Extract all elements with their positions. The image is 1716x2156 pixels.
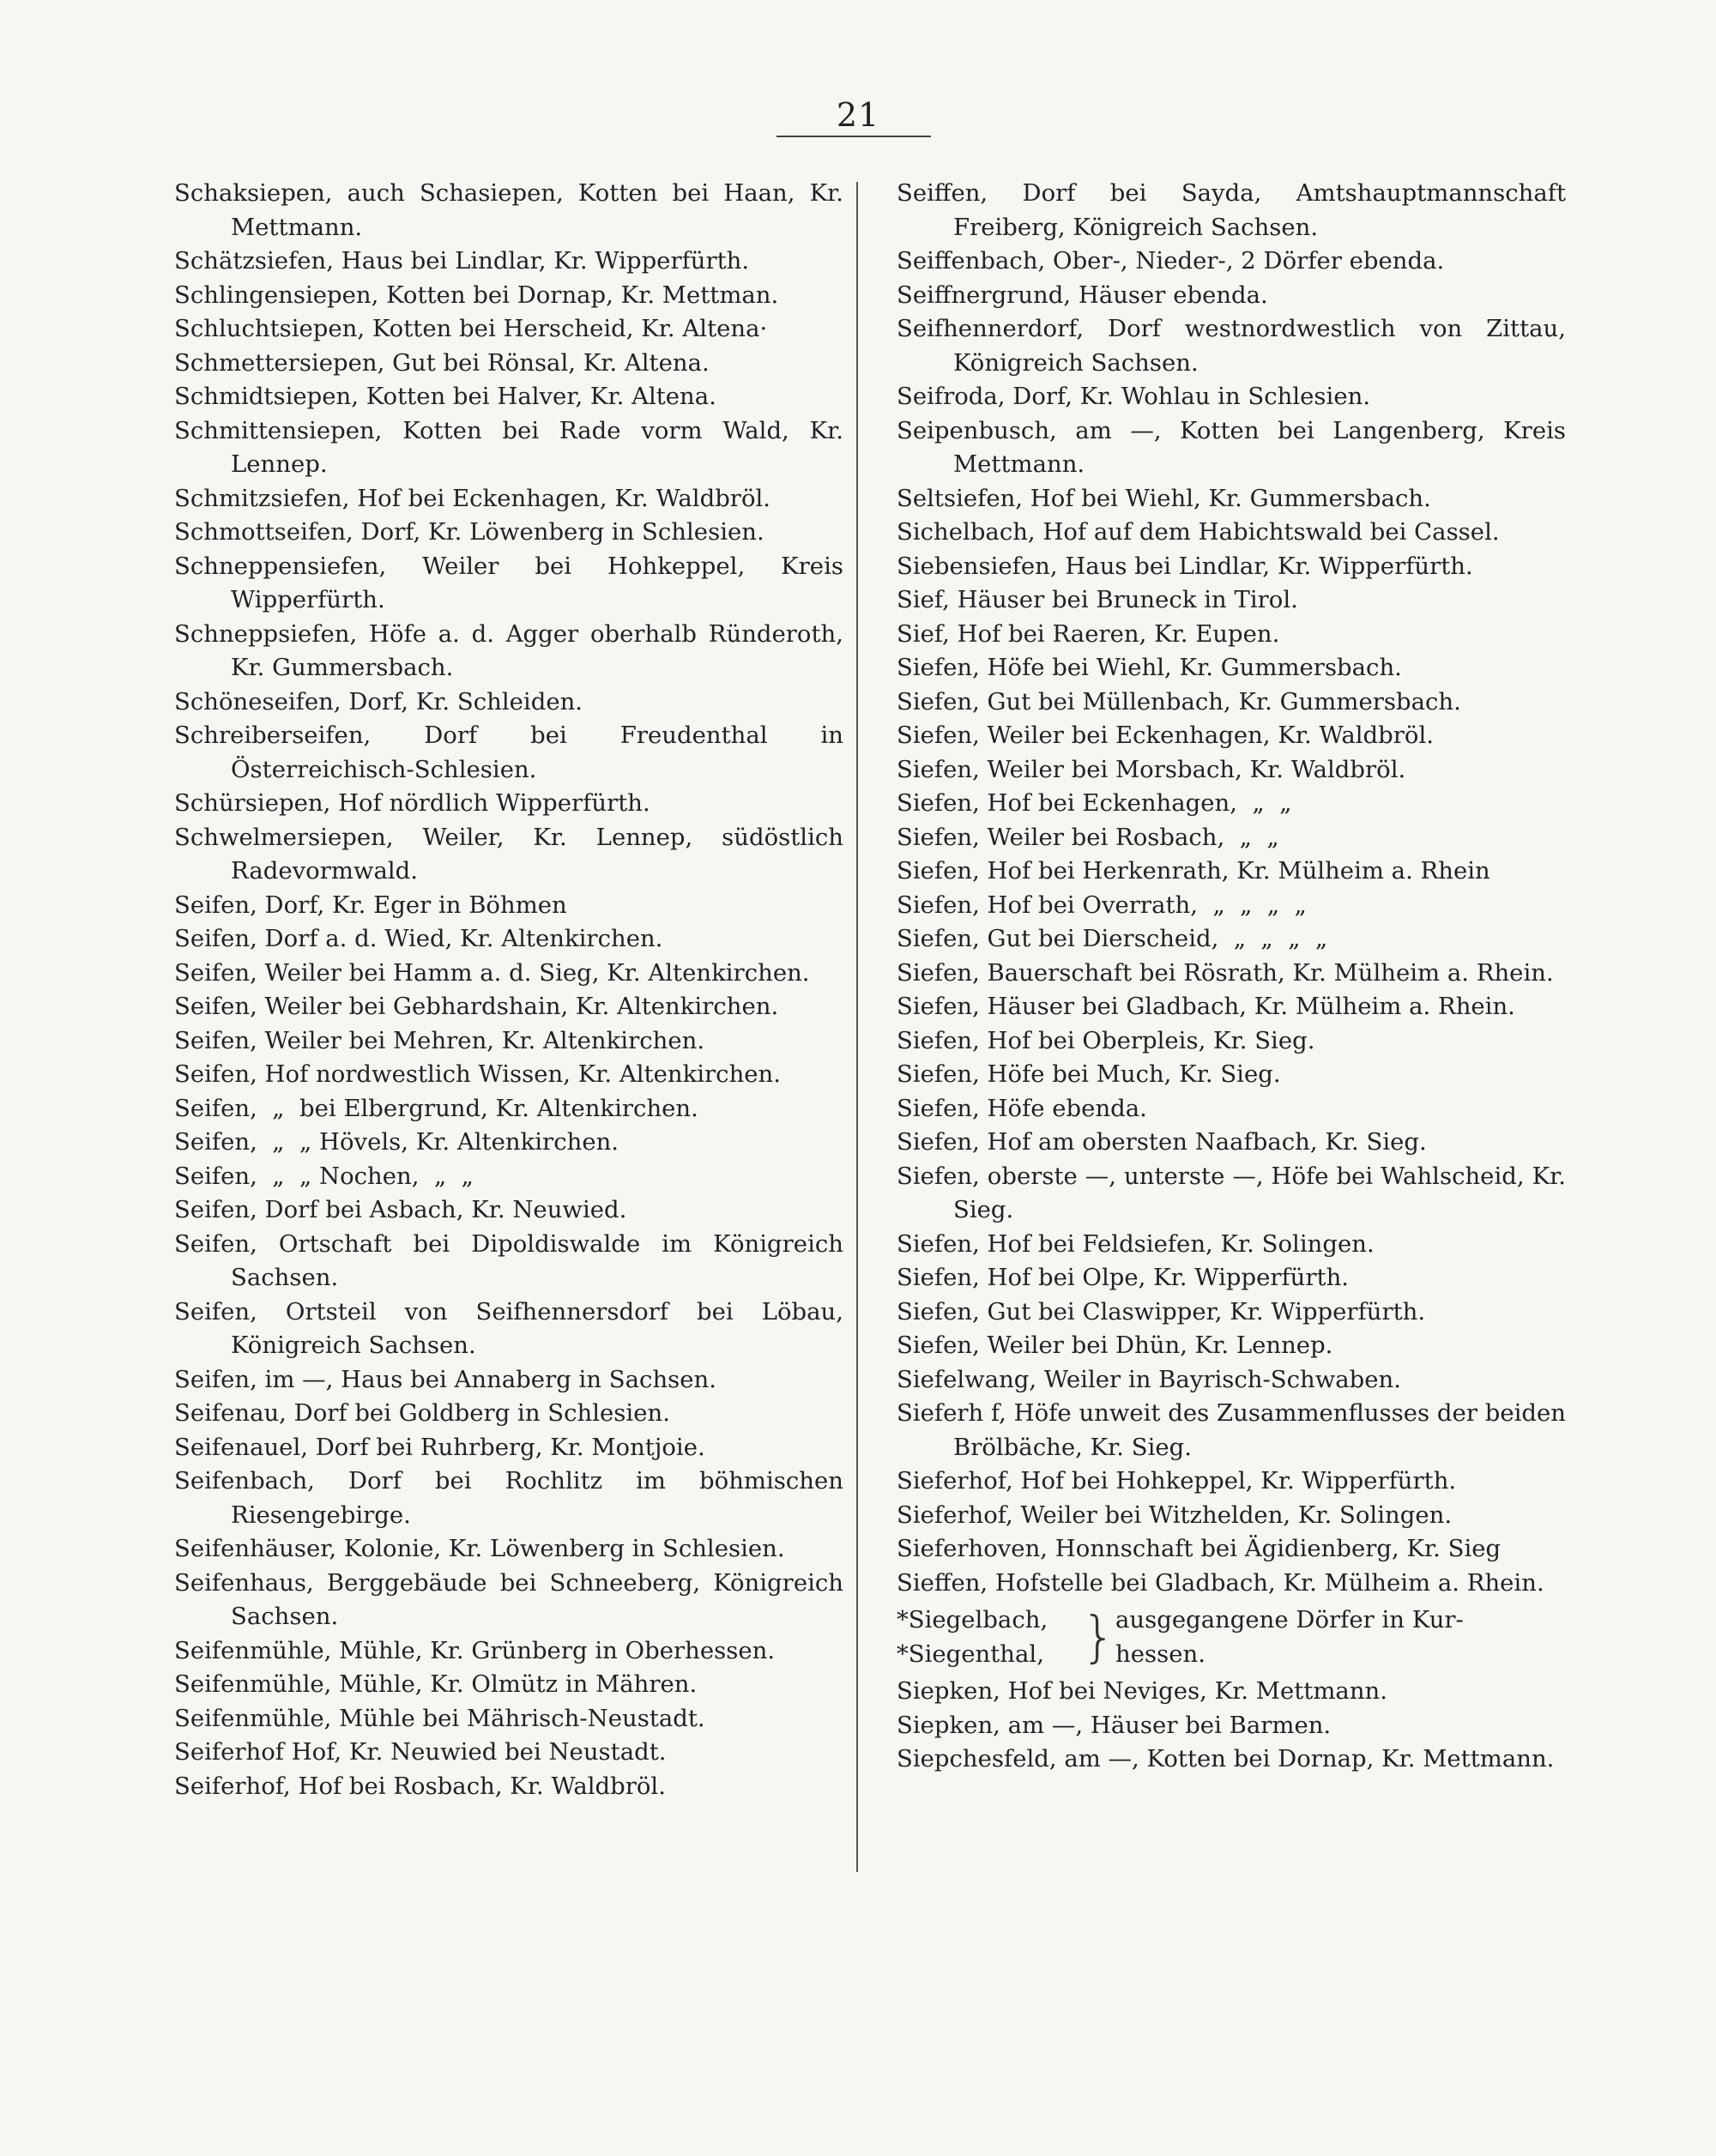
brace-glyph: }	[1081, 1605, 1116, 1670]
gazetteer-entry: Seifen, Hof nordwestlich Wissen, Kr. Altenkirchen.	[174, 1060, 782, 1088]
gazetteer-entry: Seiferhof, Hof bei Rosbach, Kr. Waldbröl.	[174, 1772, 666, 1800]
gazetteer-entry: Seifenau, Dorf bei Goldberg in Schlesien.	[174, 1399, 670, 1427]
gazetteer-entry: Seiffenbach, Ober-, Nieder-, 2 Dörfer ebenda.	[897, 247, 1445, 275]
gazetteer-entry: Sieferh f, Höfe unweit des Zusammenflusses der beiden Brölbäche, Kr. Sieg.	[897, 1399, 1574, 1461]
gazetteer-entry: Siebensiefen, Haus bei Lindlar, Kr. Wipperfürth.	[897, 552, 1473, 580]
gazetteer-entry: Schreiberseifen, Dorf bei Freudenthal in Österreichisch-Schlesien.	[174, 722, 851, 783]
gazetteer-entry: Seifen, Ortsteil von Seifhennersdorf bei Löbau, Königreich Sachsen.	[174, 1297, 851, 1359]
gazetteer-entry: Seipenbusch, am —, Kotten bei Langenberg, Kreis Mettmann.	[897, 416, 1574, 478]
gazetteer-entry: Sichelbach, Hof auf dem Habichtswald bei Cassel.	[897, 518, 1500, 546]
gazetteer-entry: Siefen, Höfe ebenda.	[897, 1094, 1147, 1122]
gazetteer-entry: Seifhennerdorf, Dorf westnordwestlich von Zittau, Königreich Sachsen.	[897, 315, 1574, 377]
gazetteer-entry: Siefen, Hof bei Eckenhagen, „ „	[897, 789, 1292, 817]
gazetteer-entry: Schmottseifen, Dorf, Kr. Löwenberg in Schlesien.	[174, 518, 764, 546]
gazetteer-entry: Siefen, Häuser bei Gladbach, Kr. Mülheim a. Rhein.	[897, 993, 1515, 1020]
gazetteer-entry: Sieffen, Hofstelle bei Gladbach, Kr. Mülheim a. Rhein.	[897, 1568, 1544, 1597]
page-number-rule	[776, 136, 931, 137]
gazetteer-entry: Siefen, Hof bei Oberpleis, Kr. Sieg.	[897, 1026, 1315, 1054]
right-column-tail	[897, 1675, 1566, 1777]
gazetteer-entry: Seiffnergrund, Häuser ebenda.	[897, 281, 1268, 309]
gazetteer-entry: Seifen, Weiler bei Hamm a. d. Sieg, Kr. Altenkirchen.	[174, 958, 810, 987]
gazetteer-entry: Seifen, „ „ Nochen, „ „	[174, 1162, 474, 1190]
gazetteer-entry: Schmidtsiepen, Kotten bei Halver, Kr. Altena.	[174, 383, 716, 410]
gazetteer-entry: Seifen, Ortschaft bei Dipoldiswalde im Königreich Sachsen.	[174, 1229, 851, 1291]
gazetteer-entry: Seifen, Weiler bei Mehren, Kr. Altenkirchen.	[174, 1026, 705, 1054]
gazetteer-entry: Seifen, Dorf, Kr. Eger in Böhmen	[174, 891, 567, 919]
gazetteer-entry: Schürsiepen, Hof nördlich Wipperfürth.	[174, 789, 650, 817]
gazetteer-entry: Siepchesfeld, am —, Kotten bei Dornap, Kr. Mettmann.	[897, 1745, 1555, 1773]
gazetteer-entry: Siefen, Gut bei Müllenbach, Kr. Gummersbach.	[897, 687, 1461, 716]
gazetteer-entry: Seifenhäuser, Kolonie, Kr. Löwenberg in Schlesien.	[174, 1535, 785, 1562]
gazetteer-entry: Schmitzsiefen, Hof bei Eckenhagen, Kr. Waldbröl.	[174, 484, 771, 512]
gazetteer-entry: Schlingensiepen, Kotten bei Dornap, Kr. Mettman.	[174, 281, 779, 309]
left-column	[174, 177, 851, 1803]
gazetteer-entry: Schöneseifen, Dorf, Kr. Schleiden.	[174, 687, 583, 716]
bracket-names	[897, 1603, 1081, 1671]
gazetteer-entry: Siefen, oberste —, unterste —, Höfe bei Wahlscheid, Kr. Sieg.	[897, 1162, 1574, 1223]
gazetteer-entry: Sief, Häuser bei Bruneck in Tirol.	[897, 586, 1298, 613]
gazetteer-entry: Seifenmühle, Mühle bei Mährisch-Neustadt.	[174, 1704, 705, 1732]
gazetteer-entry: Schwelmersiepen, Weiler, Kr. Lennep, südöstlich Radevormwald.	[174, 823, 851, 885]
gazetteer-entry: Siefen, Hof bei Herkenrath, Kr. Mülheim a. Rhein	[897, 857, 1490, 885]
bracket-text	[1107, 1603, 1566, 1671]
gazetteer-entry: Sieferhof, Hof bei Hohkeppel, Kr. Wipperfürth.	[897, 1467, 1457, 1495]
gazetteer-entry: Seiferhof Hof, Kr. Neuwied bei Neustadt.	[174, 1738, 667, 1766]
gazetteer-entry: Schaksiepen, auch Schasiepen, Kotten bei Haan, Kr. Mettmann.	[174, 179, 851, 241]
gazetteer-entry: Seltsiefen, Hof bei Wiehl, Kr. Gummersbach.	[897, 484, 1431, 512]
gazetteer-entry: Sieferhof, Weiler bei Witzhelden, Kr. Solingen.	[897, 1501, 1453, 1529]
gazetteer-entry: Siefen, Höfe bei Wiehl, Kr. Gummersbach.	[897, 654, 1402, 681]
gazetteer-entry: Siefen, Weiler bei Eckenhagen, Kr. Waldbröl.	[897, 722, 1434, 749]
gazetteer-entry: Siefen, Bauerschaft bei Rösrath, Kr. Mülheim a. Rhein.	[897, 958, 1554, 987]
gazetteer-entry: Seifen, „ „ Hövels, Kr. Altenkirchen.	[174, 1128, 619, 1156]
gazetteer-entry: Siepken, Hof bei Neviges, Kr. Mettmann.	[897, 1677, 1387, 1705]
gazetteer-entry: Siepken, am —, Häuser bei Barmen.	[897, 1711, 1332, 1739]
gazetteer-entry: Siefen, Hof bei Olpe, Kr. Wipperfürth.	[897, 1264, 1350, 1291]
gazetteer-entry: Siefen, Hof bei Feldsiefen, Kr. Solingen.	[897, 1229, 1375, 1258]
gazetteer-entry: Seifen, Dorf a. d. Wied, Kr. Altenkirchen.	[174, 925, 663, 952]
gazetteer-entry: Schluchtsiepen, Kotten bei Herscheid, Kr. Altena·	[174, 315, 768, 342]
gazetteer-entry: Sief, Hof bei Raeren, Kr. Eupen.	[897, 619, 1280, 648]
bracket-text-line: hessen.	[1115, 1640, 1205, 1668]
gazetteer-entry: Siefen, Gut bei Claswipper, Kr. Wipperfürth.	[897, 1297, 1426, 1326]
gazetteer-entry: Siefen, Hof bei Overrath, „ „ „ „	[897, 891, 1307, 919]
gazetteer-entry: Seifen, Dorf bei Asbach, Kr. Neuwied.	[174, 1196, 627, 1223]
gazetteer-entry: Seifenbach, Dorf bei Rochlitz im böhmischen Riesengebirge.	[174, 1467, 851, 1529]
gazetteer-entry: Seifenmühle, Mühle, Kr. Olmütz in Mähren.	[174, 1670, 698, 1698]
gazetteer-entry: Seifen, im —, Haus bei Annaberg in Sachsen.	[174, 1365, 716, 1393]
column-divider	[856, 182, 858, 1872]
bracket-text-line: ausgegangene Dörfer in Kur-	[1115, 1606, 1464, 1634]
gazetteer-entry: Siefen, Gut bei Dierscheid, „ „ „ „	[897, 925, 1328, 952]
gazetteer-entry: Siefen, Weiler bei Morsbach, Kr. Waldbröl.	[897, 755, 1406, 783]
gazetteer-entry: Schmittensiepen, Kotten bei Rade vorm Wald, Kr. Lennep.	[174, 416, 851, 478]
gazetteer-entry: Seifen, Weiler bei Gebhardshain, Kr. Altenkirchen.	[174, 993, 779, 1020]
gazetteer-entry: Seifenauel, Dorf bei Ruhrberg, Kr. Montjoie.	[174, 1433, 705, 1461]
gazetteer-entry: Schmettersiepen, Gut bei Rönsal, Kr. Altena.	[174, 348, 710, 377]
bracket-name: *Siegenthal,	[897, 1640, 1044, 1668]
gazetteer-entry: Seifenmühle, Mühle, Kr. Grünberg in Oberhessen.	[174, 1636, 776, 1664]
gazetteer-entry: Siefen, Weiler bei Rosbach, „ „	[897, 823, 1279, 851]
right-column-entries	[897, 177, 1574, 1600]
gazetteer-entry: Siefelwang, Weiler in Bayrisch-Schwaben.	[897, 1365, 1402, 1393]
gazetteer-entry: Seifen, „ bei Elbergrund, Kr. Altenkirchen.	[174, 1094, 698, 1122]
gazetteer-entry: Seifroda, Dorf, Kr. Wohlau in Schlesien.	[897, 383, 1371, 410]
gazetteer-entry: Schneppsiefen, Höfe a. d. Agger oberhalb Ründeroth, Kr. Gummersbach.	[174, 619, 851, 681]
gazetteer-entry: Seifenhaus, Berggebäude bei Schneeberg, Königreich Sachsen.	[174, 1568, 851, 1630]
gazetteer-entry: Siefen, Hof am obersten Naafbach, Kr. Sieg.	[897, 1128, 1427, 1156]
gazetteer-entry: Schneppensiefen, Weiler bei Hohkeppel, Kreis Wipperfürth.	[174, 552, 851, 613]
gazetteer-entry: Siefen, Höfe bei Much, Kr. Sieg.	[897, 1060, 1281, 1088]
bracket-name: *Siegelbach,	[897, 1606, 1048, 1634]
gazetteer-entry: Sieferhoven, Honnschaft bei Ägidienberg, Kr. Sieg	[897, 1535, 1502, 1562]
gazetteer-entry: Seiffen, Dorf bei Sayda, Amtshauptmannschaft Freiberg, Königreich Sachsen.	[897, 179, 1574, 241]
page-number: 21	[836, 96, 880, 134]
gazetteer-entry: Schätzsiefen, Haus bei Lindlar, Kr. Wipperfürth.	[174, 247, 750, 275]
right-column	[897, 177, 1574, 1777]
gazetteer-entry: Siefen, Weiler bei Dhün, Kr. Lennep.	[897, 1332, 1333, 1359]
bracket-group	[897, 1603, 1566, 1671]
